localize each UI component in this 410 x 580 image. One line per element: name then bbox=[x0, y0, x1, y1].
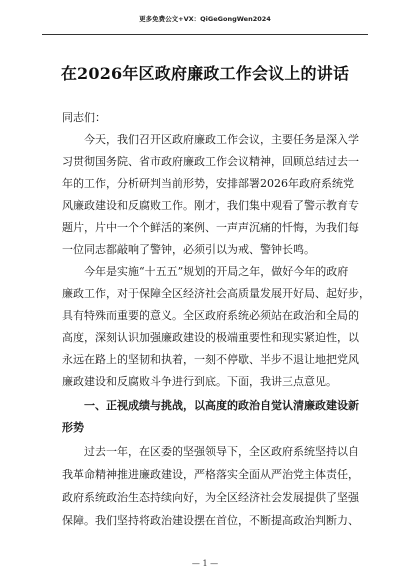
paragraph-line: 今天，我们召开区政府廉政工作会议，主要任务是深入学 bbox=[84, 133, 359, 146]
paragraph-line: 永远在路上的坚韧和执着，一刻不停歇、半步不退让地把党风 bbox=[62, 353, 359, 366]
header-note: 更多免费公文+VX：QiGeGongWen2024 bbox=[139, 15, 271, 23]
page-number: — 1 — bbox=[191, 559, 219, 568]
greeting: 同志们： bbox=[62, 111, 106, 124]
paragraph-line: 风廉政建设和反腐败工作。刚才，我们集中观看了警示教育专 bbox=[62, 199, 359, 212]
paragraph-line: 一位同志都敲响了警钟，必须引以为戒、警钟长鸣。 bbox=[62, 243, 315, 256]
paragraph-line: 过去一年，在区委的坚强领导下，全区政府系统坚持以自 bbox=[84, 445, 359, 458]
paragraph-line: 廉政工作，对于保障全区经济社会高质量发展开好局、起好步， bbox=[62, 287, 370, 300]
section-heading: 形势 bbox=[62, 421, 84, 434]
section-heading: 一、正视成绩与挑战，以高度的政治自觉认清廉政建设新 bbox=[84, 399, 359, 412]
paragraph-line: 保障。我们坚持将政治建设摆在首位，不断提高政治判断力、 bbox=[62, 514, 359, 527]
paragraph-line: 我革命精神推进廉政建设，严格落实全面从严治党主体责任， bbox=[62, 468, 359, 481]
paragraph-line: 题片，片中一个个鲜活的案例、一声声沉痛的忏悔，为我们每 bbox=[62, 221, 359, 234]
paragraph-line: 具有特殊而重要的意义。全区政府系统必须站在政治和全局的 bbox=[62, 309, 359, 322]
page-header bbox=[0, 0, 410, 42]
paragraph-line: 政府系统政治生态持续向好，为全区经济社会发展提供了坚强 bbox=[62, 491, 359, 504]
document-title: 在2026年区政府廉政工作会议上的讲话 bbox=[60, 64, 350, 83]
header-divider bbox=[42, 34, 368, 35]
paragraph-line: 年的工作，分析研判当前形势，安排部署2026年政府系统党 bbox=[62, 177, 354, 190]
paragraph-line: 今年是实施“十五五”规划的开局之年，做好今年的政府 bbox=[84, 265, 349, 278]
paragraph-line: 廉政建设和反腐败斗争进行到底。下面，我讲三点意见。 bbox=[62, 375, 337, 388]
paragraph-line: 习贯彻国务院、省市政府廉政工作会议精神，回顾总结过去一 bbox=[62, 155, 359, 168]
paragraph-line: 高度，深刻认识加强廉政建设的极端重要性和现实紧迫性，以 bbox=[62, 331, 359, 344]
